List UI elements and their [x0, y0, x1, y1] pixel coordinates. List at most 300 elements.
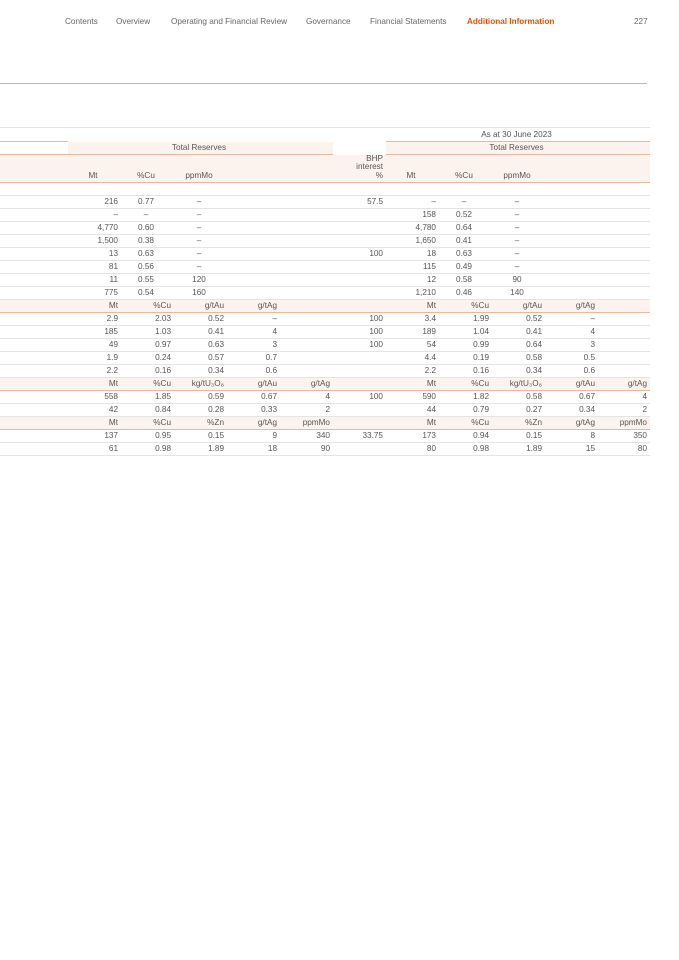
value-cell: 160 — [174, 287, 227, 300]
label-column — [0, 222, 68, 235]
total-reserves-header-2024: Total Reserves — [68, 142, 333, 155]
column-header: ppmMo — [174, 155, 227, 183]
spacer-cell — [280, 222, 333, 235]
value-cell: 9 — [227, 430, 280, 443]
value-cell: 3.4 — [386, 313, 439, 326]
value-cell: – — [174, 248, 227, 261]
spacer-cell — [227, 196, 280, 209]
column-header: g/tAu — [492, 300, 545, 313]
spacer-cell — [280, 235, 333, 248]
section-divider — [0, 83, 647, 84]
value-cell: 0.49 — [439, 261, 492, 274]
column-header: %Cu — [439, 417, 492, 430]
value-cell: 8 — [545, 430, 598, 443]
value-cell: 4.4 — [386, 352, 439, 365]
column-header: g/tAg — [545, 417, 598, 430]
nav-link-operating-financial-review[interactable]: Operating and Financial Review — [171, 17, 288, 26]
value-cell: 0.52 — [439, 209, 492, 222]
bhp-interest-value — [333, 365, 386, 378]
value-cell: 0.27 — [492, 404, 545, 417]
label-column — [0, 352, 68, 365]
value-cell: 1.89 — [174, 443, 227, 456]
column-header: g/tAg — [598, 378, 650, 391]
value-cell: 2 — [598, 404, 650, 417]
value-cell: 0.99 — [439, 339, 492, 352]
value-cell: 1.89 — [492, 443, 545, 456]
column-header: g/tAg — [545, 300, 598, 313]
value-cell: 11 — [68, 274, 121, 287]
value-cell: 0.41 — [492, 326, 545, 339]
spacer-cell — [333, 417, 386, 430]
label-column — [0, 128, 68, 142]
value-cell: 0.98 — [439, 443, 492, 456]
value-cell: 4 — [280, 391, 333, 404]
value-cell: 0.79 — [439, 404, 492, 417]
top-navigation — [0, 17, 679, 31]
table-row — [0, 365, 650, 378]
value-cell: 0.54 — [121, 287, 174, 300]
spacer-cell — [598, 196, 650, 209]
spacer-cell — [333, 300, 386, 313]
spacer-cell — [545, 222, 598, 235]
value-cell: 0.7 — [227, 352, 280, 365]
value-cell: 0.15 — [492, 430, 545, 443]
value-cell: 775 — [68, 287, 121, 300]
value-cell: 90 — [280, 443, 333, 456]
value-cell: 0.5 — [545, 352, 598, 365]
value-cell: 13 — [68, 248, 121, 261]
column-header-row — [0, 378, 650, 391]
column-header: Mt — [68, 300, 121, 313]
value-cell: – — [174, 235, 227, 248]
value-cell: 0.34 — [174, 365, 227, 378]
label-column — [0, 326, 68, 339]
value-cell: – — [492, 209, 545, 222]
column-header: g/tAg — [227, 417, 280, 430]
value-cell: 1,210 — [386, 287, 439, 300]
value-cell: 18 — [227, 443, 280, 456]
value-cell: – — [545, 313, 598, 326]
label-column — [0, 443, 68, 456]
bhp-interest-value — [333, 274, 386, 287]
value-cell: 0.19 — [439, 352, 492, 365]
bhp-interest-value: 100 — [333, 326, 386, 339]
value-cell: 0.55 — [121, 274, 174, 287]
column-header: ppmMo — [492, 155, 545, 183]
spacer-cell — [0, 183, 68, 196]
value-cell: 0.6 — [227, 365, 280, 378]
table-row — [0, 313, 650, 326]
value-cell: 140 — [492, 287, 545, 300]
column-header: %Cu — [439, 300, 492, 313]
bhp-interest-value — [333, 443, 386, 456]
label-column — [0, 209, 68, 222]
spacer-cell — [545, 209, 598, 222]
value-cell: 0.97 — [121, 339, 174, 352]
label-column — [0, 313, 68, 326]
value-cell: 590 — [386, 391, 439, 404]
value-cell: 4 — [598, 391, 650, 404]
value-cell: 0.94 — [439, 430, 492, 443]
column-header: %Zn — [492, 417, 545, 430]
spacer-cell — [227, 183, 280, 196]
value-cell: – — [492, 196, 545, 209]
spacer-cell — [545, 155, 598, 183]
table-row — [0, 443, 650, 456]
spacer-cell — [598, 209, 650, 222]
spacer-cell — [227, 222, 280, 235]
spacer-cell — [598, 183, 650, 196]
value-cell: – — [227, 313, 280, 326]
label-column — [0, 404, 68, 417]
column-header: %Zn — [174, 417, 227, 430]
column-header: ppmMo — [598, 417, 650, 430]
value-cell: 49 — [68, 339, 121, 352]
value-cell: 90 — [492, 274, 545, 287]
value-cell: 0.67 — [545, 391, 598, 404]
column-header: kg/tU₃O₈ — [174, 378, 227, 391]
blank-row — [0, 183, 650, 196]
spacer-cell — [545, 196, 598, 209]
table-row — [0, 248, 650, 261]
value-cell: 0.63 — [174, 339, 227, 352]
value-cell: 0.64 — [492, 339, 545, 352]
spacer-cell — [333, 142, 386, 155]
column-header: Mt — [386, 155, 439, 183]
spacer-cell — [227, 155, 280, 183]
column-header: Mt — [386, 300, 439, 313]
spacer-cell — [280, 209, 333, 222]
value-cell: 1.99 — [439, 313, 492, 326]
value-cell: 0.38 — [121, 235, 174, 248]
nav-link-additional-information[interactable]: Additional Information — [467, 17, 555, 26]
value-cell: 12 — [386, 274, 439, 287]
value-cell: 1.85 — [121, 391, 174, 404]
value-cell: 44 — [386, 404, 439, 417]
value-cell: – — [174, 222, 227, 235]
spacer-cell — [598, 287, 650, 300]
value-cell: 3 — [545, 339, 598, 352]
column-header: g/tAu — [174, 300, 227, 313]
column-header: g/tAg — [280, 378, 333, 391]
group-header-row — [0, 142, 650, 155]
bhp-interest-value — [333, 261, 386, 274]
value-cell: 4 — [227, 326, 280, 339]
table-row — [0, 430, 650, 443]
bhp-interest-value — [333, 209, 386, 222]
table-row — [0, 222, 650, 235]
nav-link-governance[interactable]: Governance — [306, 17, 351, 26]
table-row — [0, 209, 650, 222]
value-cell: 0.64 — [439, 222, 492, 235]
spacer-cell — [333, 378, 386, 391]
table-row — [0, 326, 650, 339]
total-reserves-header-2023: Total Reserves — [386, 142, 650, 155]
value-cell: 1.82 — [439, 391, 492, 404]
spacer-cell — [598, 235, 650, 248]
column-header: g/tAg — [227, 300, 280, 313]
reserves-table — [0, 127, 650, 456]
value-cell: 1,500 — [68, 235, 121, 248]
spacer-cell — [598, 261, 650, 274]
spacer-cell — [545, 287, 598, 300]
spacer-cell — [280, 196, 333, 209]
column-header: g/tAu — [227, 378, 280, 391]
column-header: %Cu — [121, 300, 174, 313]
value-cell: 54 — [386, 339, 439, 352]
spacer-cell — [280, 287, 333, 300]
spacer-cell — [598, 313, 650, 326]
value-cell: 0.15 — [174, 430, 227, 443]
value-cell: 15 — [545, 443, 598, 456]
page-number: 227 — [634, 17, 648, 26]
value-cell: – — [386, 196, 439, 209]
column-header: kg/tU₃O₈ — [492, 378, 545, 391]
column-header: %Cu — [439, 378, 492, 391]
value-cell: 4 — [545, 326, 598, 339]
value-cell: 81 — [68, 261, 121, 274]
spacer-cell — [121, 183, 174, 196]
column-header: %Cu — [121, 378, 174, 391]
spacer-cell — [598, 274, 650, 287]
spacer-cell — [545, 248, 598, 261]
spacer-cell — [227, 209, 280, 222]
value-cell: 216 — [68, 196, 121, 209]
value-cell: 2.03 — [121, 313, 174, 326]
table-row — [0, 274, 650, 287]
value-cell: – — [174, 196, 227, 209]
bhp-interest-header-line: % — [375, 170, 383, 180]
value-cell: – — [174, 261, 227, 274]
spacer-cell — [439, 183, 492, 196]
value-cell: 340 — [280, 430, 333, 443]
label-column — [0, 235, 68, 248]
label-column — [0, 155, 68, 183]
spacer-cell — [598, 222, 650, 235]
value-cell: 0.77 — [121, 196, 174, 209]
label-column — [0, 287, 68, 300]
spacer-cell — [280, 313, 333, 326]
value-cell: 0.46 — [439, 287, 492, 300]
value-cell: 0.98 — [121, 443, 174, 456]
value-cell: 0.41 — [439, 235, 492, 248]
table-row — [0, 287, 650, 300]
value-cell: 0.52 — [174, 313, 227, 326]
label-column — [0, 391, 68, 404]
value-cell: 185 — [68, 326, 121, 339]
value-cell: 158 — [386, 209, 439, 222]
value-cell: 189 — [386, 326, 439, 339]
label-column — [0, 417, 68, 430]
spacer-cell — [598, 352, 650, 365]
label-column — [0, 142, 68, 155]
label-column — [0, 339, 68, 352]
column-header: ppmMo — [280, 417, 333, 430]
value-cell: 558 — [68, 391, 121, 404]
label-column — [0, 274, 68, 287]
value-cell: 120 — [174, 274, 227, 287]
value-cell: 0.16 — [439, 365, 492, 378]
value-cell: 3 — [227, 339, 280, 352]
value-cell: 0.63 — [121, 248, 174, 261]
value-cell: 0.58 — [492, 352, 545, 365]
nav-link-overview[interactable]: Overview — [116, 17, 151, 26]
value-cell: 0.67 — [227, 391, 280, 404]
value-cell: 0.34 — [545, 404, 598, 417]
label-column — [0, 261, 68, 274]
column-header: Mt — [386, 378, 439, 391]
value-cell: 2.2 — [386, 365, 439, 378]
spacer-cell — [598, 339, 650, 352]
spacer-cell — [68, 128, 333, 142]
table-row — [0, 261, 650, 274]
value-cell: 0.57 — [174, 352, 227, 365]
value-cell: 0.84 — [121, 404, 174, 417]
spacer-cell — [492, 183, 545, 196]
value-cell: 137 — [68, 430, 121, 443]
value-cell: 2.9 — [68, 313, 121, 326]
table-row — [0, 391, 650, 404]
spacer-cell — [280, 155, 333, 183]
label-column — [0, 196, 68, 209]
spacer-cell — [598, 155, 650, 183]
column-header: %Cu — [121, 155, 174, 183]
spacer-cell — [280, 300, 333, 313]
value-cell: 4,780 — [386, 222, 439, 235]
value-cell: 1.03 — [121, 326, 174, 339]
value-cell: 1.04 — [439, 326, 492, 339]
as-at-row — [0, 128, 650, 142]
spacer-cell — [545, 261, 598, 274]
spacer-cell — [333, 128, 386, 142]
spacer-cell — [280, 326, 333, 339]
label-column — [0, 430, 68, 443]
value-cell: 80 — [598, 443, 650, 456]
bhp-interest-header-line: interest — [356, 162, 383, 171]
table-row — [0, 235, 650, 248]
column-header: Mt — [386, 417, 439, 430]
spacer-cell — [227, 274, 280, 287]
spacer-cell — [598, 300, 650, 313]
value-cell: 350 — [598, 430, 650, 443]
spacer-cell — [174, 183, 227, 196]
value-cell: 2 — [280, 404, 333, 417]
value-cell: – — [68, 209, 121, 222]
value-cell: 0.59 — [174, 391, 227, 404]
value-cell: 0.56 — [121, 261, 174, 274]
value-cell: 0.16 — [121, 365, 174, 378]
value-cell: 2.2 — [68, 365, 121, 378]
value-cell: 115 — [386, 261, 439, 274]
spacer-cell — [280, 352, 333, 365]
bhp-interest-value — [333, 404, 386, 417]
column-header-row — [0, 155, 650, 183]
value-cell: 42 — [68, 404, 121, 417]
spacer-cell — [386, 183, 439, 196]
value-cell: 0.33 — [227, 404, 280, 417]
spacer-cell — [545, 274, 598, 287]
spacer-cell — [68, 183, 121, 196]
label-column — [0, 300, 68, 313]
column-header-row — [0, 300, 650, 313]
value-cell: – — [492, 235, 545, 248]
column-header: Mt — [68, 417, 121, 430]
table-row — [0, 339, 650, 352]
nav-link-contents[interactable]: Contents — [65, 17, 98, 26]
value-cell: 1.9 — [68, 352, 121, 365]
value-cell: 0.95 — [121, 430, 174, 443]
spacer-cell — [280, 248, 333, 261]
spacer-cell — [280, 339, 333, 352]
bhp-interest-value: 33.75 — [333, 430, 386, 443]
column-header: Mt — [68, 155, 121, 183]
value-cell: 0.6 — [545, 365, 598, 378]
bhp-interest-value: 100 — [333, 391, 386, 404]
value-cell: 1,650 — [386, 235, 439, 248]
column-header: %Cu — [439, 155, 492, 183]
column-header-row — [0, 417, 650, 430]
value-cell: 173 — [386, 430, 439, 443]
spacer-cell — [545, 183, 598, 196]
bhp-interest-value — [333, 352, 386, 365]
value-cell: 0.34 — [492, 365, 545, 378]
table-row — [0, 196, 650, 209]
spacer-cell — [227, 248, 280, 261]
label-column — [0, 248, 68, 261]
value-cell: 0.28 — [174, 404, 227, 417]
bhp-interest-header — [333, 155, 386, 183]
nav-link-financial-statements[interactable]: Financial Statements — [370, 17, 447, 26]
spacer-cell — [227, 235, 280, 248]
value-cell: – — [492, 261, 545, 274]
value-cell: 0.58 — [439, 274, 492, 287]
label-column — [0, 378, 68, 391]
value-cell: – — [439, 196, 492, 209]
bhp-interest-value: 100 — [333, 339, 386, 352]
value-cell: 4,770 — [68, 222, 121, 235]
value-cell: 0.41 — [174, 326, 227, 339]
value-cell: – — [492, 222, 545, 235]
label-column — [0, 365, 68, 378]
bhp-interest-value — [333, 287, 386, 300]
spacer-cell — [227, 287, 280, 300]
value-cell: – — [121, 209, 174, 222]
spacer-cell — [598, 326, 650, 339]
bhp-interest-value: 100 — [333, 313, 386, 326]
value-cell: 0.52 — [492, 313, 545, 326]
as-at-date-header: As at 30 June 2023 — [386, 128, 650, 142]
spacer-cell — [227, 261, 280, 274]
bhp-interest-value — [333, 235, 386, 248]
bhp-interest-value: 100 — [333, 248, 386, 261]
column-header: Mt — [68, 378, 121, 391]
spacer-cell — [280, 183, 333, 196]
spacer-cell — [280, 365, 333, 378]
spacer-cell — [280, 274, 333, 287]
value-cell: 0.58 — [492, 391, 545, 404]
spacer-cell — [333, 183, 386, 196]
value-cell: 61 — [68, 443, 121, 456]
value-cell: 80 — [386, 443, 439, 456]
value-cell: 0.24 — [121, 352, 174, 365]
bhp-interest-header-line: BHP — [366, 154, 383, 163]
column-header: g/tAu — [545, 378, 598, 391]
value-cell: 18 — [386, 248, 439, 261]
spacer-cell — [280, 261, 333, 274]
value-cell: – — [492, 248, 545, 261]
column-header: %Cu — [121, 417, 174, 430]
value-cell: 0.63 — [439, 248, 492, 261]
